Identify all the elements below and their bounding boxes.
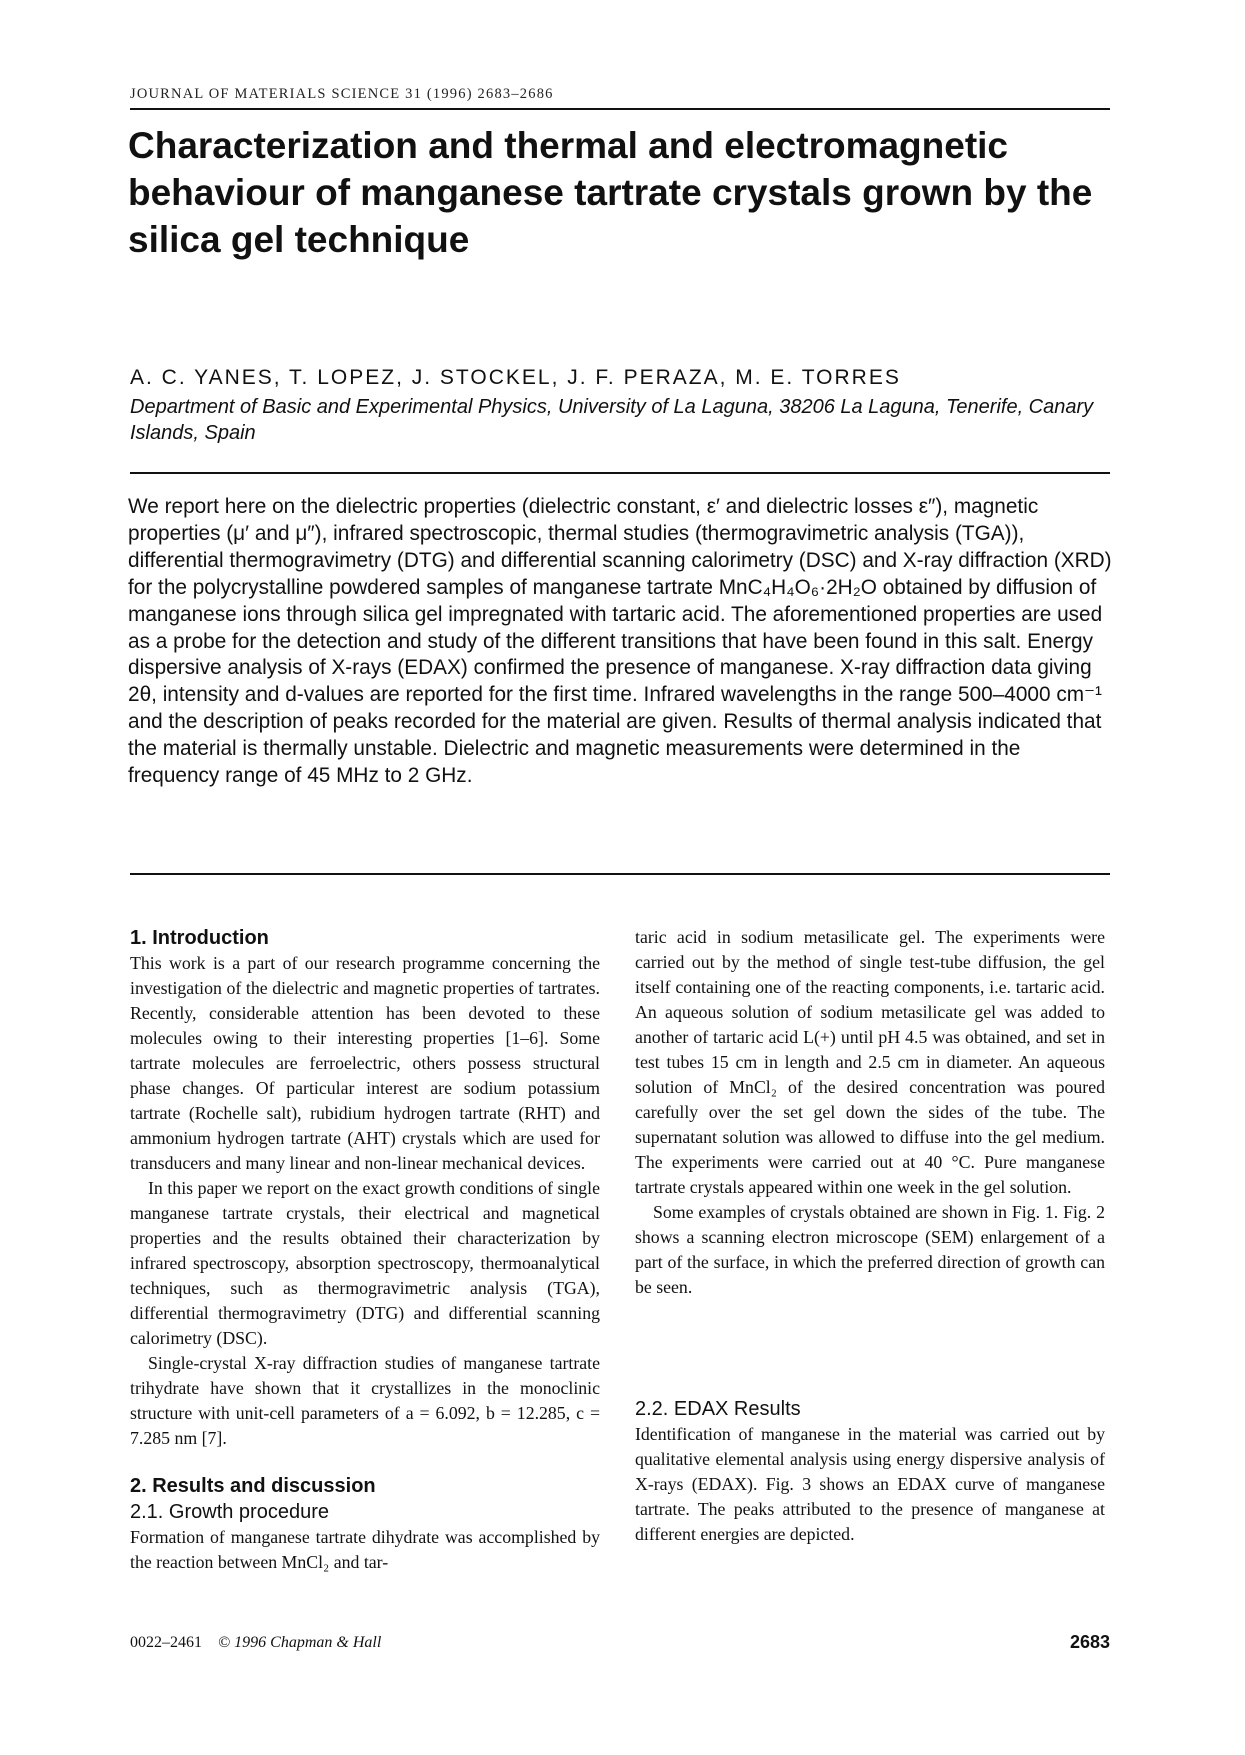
right-column [635, 925, 1105, 1547]
section-heading-introduction: 1. Introduction [130, 927, 269, 949]
page-number: 2683 [1069, 1632, 1110, 1652]
paragraph: Some examples of crystals obtained are shown in Fig. 1. Fig. 2 shows a scanning electron microscope (SEM) enlargement of a part of the surface, in which the preferred direction of growth can be seen. [635, 1202, 1105, 1297]
copyright: © 1996 Chapman & Hall [218, 1634, 382, 1651]
figure-gap [635, 1300, 1105, 1396]
section-spacer [130, 1451, 600, 1473]
left-column [130, 925, 600, 1575]
paragraph: Identification of manganese in the material was carried out by qualitative elemental analysis using energy dispersive analysis of X-rays (EDAX). Fig. 3 shows an EDAX curve of manganese tartrate. The peaks attributed to the presence of manganese at different energies are depicted. [635, 1424, 1105, 1544]
running-head: JOURNAL OF MATERIALS SCIENCE 31 (1996) 2683–2686 [130, 86, 554, 102]
paragraph: taric acid in sodium metasilicate gel. The experiments were carried out by the method of single test-tube diffusion, the gel itself containing one of the reacting components, i.e. tartaric acid. An aqueous solution of sodium metasilicate gel was added to another of tartaric acid L(+) until pH 4.5 was obtained, and set in test tubes 15 cm in length and 2.5 cm in diameter. An aqueous solution of MnCl₂ of the desired concentration was poured carefully over the set gel down the sides of the tube. The supernatant solution was allowed to diffuse into the gel medium. The experiments were carried out at 40 °C. Pure manganese tartrate crystals appeared within one week in the gel solution. [635, 927, 1105, 1197]
paragraph: In this paper we report on the exact growth conditions of single manganese tartrate crystals, their electrical and magnetical properties and the results obtained their characterization by infrared spectroscopy, absorption spectroscopy, thermoanalytical techniques, such as thermogravimetric analysis (TGA), differential thermogravimetry (DTG) and differential scanning calorimetry (DSC). [130, 1178, 600, 1348]
paragraph: Single-crystal X-ray diffraction studies of manganese tartrate trihydrate have shown that it crystallizes in the monoclinic structure with unit-cell parameters of a = 6.092, b = 12.285, c = 7.285 nm [7]. [130, 1353, 600, 1448]
paragraph: Formation of manganese tartrate dihydrate was accomplished by the reaction between MnCl₂ and tar- [130, 1527, 600, 1572]
abstract-top-rule [130, 472, 1110, 474]
paragraph: This work is a part of our research programme concerning the investigation of the dielectric and magnetic properties of tartrates. Recently, considerable attention has been devoted to these molecules owing to their interesting properties [1–6]. Some tartrate molecules are ferroelectric, others possess structural phase changes. Of particular interest are sodium potassium tartrate (Rochelle salt), rubidium hydrogen tartrate (RHT) and ammonium hydrogen tartrate (AHT) crystals which are used for transducers and many linear and non-linear mechanical devices. [130, 953, 600, 1173]
affiliation: Department of Basic and Experimental Physics, University of La Laguna, 38206 La Laguna, Tenerife, Canary Islands, Spain [130, 396, 1094, 444]
issn: 0022–2461 [130, 1634, 202, 1651]
section-heading-results: 2. Results and discussion [130, 1475, 376, 1497]
header-rule [130, 108, 1110, 110]
abstract-bottom-rule [130, 873, 1110, 875]
subsection-heading-edax: 2.2. EDAX Results [635, 1398, 801, 1420]
abstract: We report here on the dielectric properties (dielectric constant, ε′ and dielectric losses ε″), magnetic properties (μ′ and μ″), infrared spectroscopic, thermal studies (thermogravimetric analysis (TGA)), differential thermogravimetry (DTG) and differential scanning calorimetry (DSC) and X-ray diffraction (XRD) for the polycrystalline powdered samples of manganese tartrate MnC₄H₄O₆·2H₂O obtained by diffusion of manganese ions through silica gel impregnated with tartaric acid. The aforementioned properties are used as a probe for the detection and study of the different transitions that have been found in this salt. Energy dispersive analysis of X-rays (EDAX) confirmed the presence of manganese. X-ray diffraction data giving 2θ, intensity and d-values are reported for the first time. Infrared wavelengths in the range 500–4000 cm⁻¹ and the description of peaks recorded for the material are given. Results of thermal analysis indicated that the material is thermally unstable. Dielectric and magnetic measurements were determined in the frequency range of 45 MHz to 2 GHz. [128, 495, 1112, 788]
subsection-heading-growth: 2.1. Growth procedure [130, 1501, 329, 1523]
article-title: Characterization and thermal and electromagnetic behaviour of manganese tartrate crystals grown by the silica gel technique [128, 125, 1093, 260]
footer-publication-info [130, 1634, 381, 1652]
author-list: A. C. YANES, T. LOPEZ, J. STOCKEL, J. F. PERAZA, M. E. TORRES [130, 366, 901, 389]
